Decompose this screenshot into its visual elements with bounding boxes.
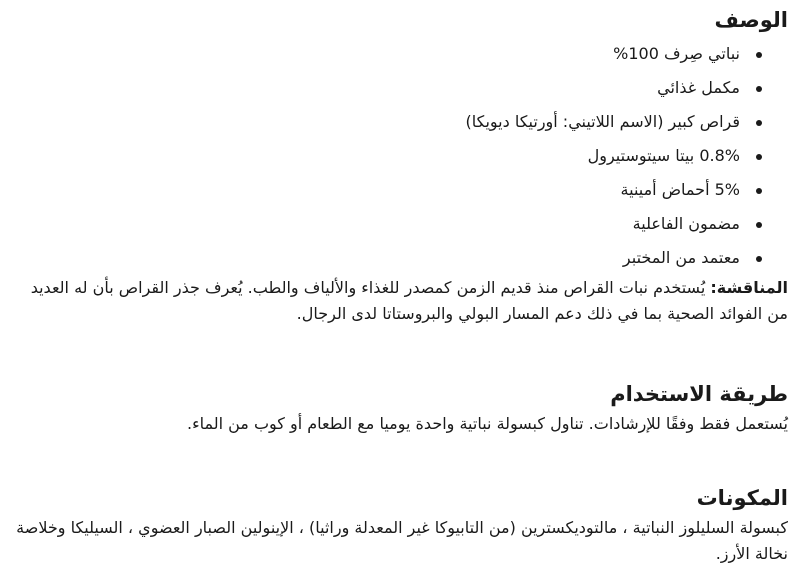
discussion-text: يُستخدم نبات القراص منذ قديم الزمن كمصدر للغذاء والألياف والطب. يُعرف جذر القراص بأن له العديد من الفوائد الصحية بما في ذلك دعم المسار البولي والبروستاتا لدى الرجال. (30, 278, 788, 323)
discussion-label: المناقشة: (710, 278, 788, 297)
ingredients-text: كبسولة السليلوز النباتية ، مالتوديكسترين (من التابيوكا غير المعدلة وراثيا) ، الإينولين الصبار العضوي ، السيليكا وخلاصة نخالة الأرز. (16, 518, 788, 563)
usage-text: يُستعمل فقط وفقًا للإرشادات. تناول كبسولة نباتية واحدة يوميا مع الطعام أو كوب من الماء. (186, 414, 788, 433)
ingredients-heading: المكونات (696, 486, 788, 510)
list-item: قراص كبير (الاسم اللاتيني: أورتيكا ديويكا) (10, 105, 740, 139)
description-list (10, 37, 788, 275)
list-item: معتمد من المختبر (10, 241, 740, 275)
list-item: 0.8% بيتا سيتوستيرول (10, 139, 740, 173)
usage-heading: طريقة الاستخدام (610, 382, 788, 406)
discussion-paragraph (10, 275, 788, 327)
list-item: نباتي صِرف 100% (10, 37, 740, 71)
list-item: مكمل غذائي (10, 71, 740, 105)
description-heading: الوصف (714, 8, 788, 32)
list-item: مضمون الفاعلية (10, 207, 740, 241)
list-item: 5% أحماض أمينية (10, 173, 740, 207)
